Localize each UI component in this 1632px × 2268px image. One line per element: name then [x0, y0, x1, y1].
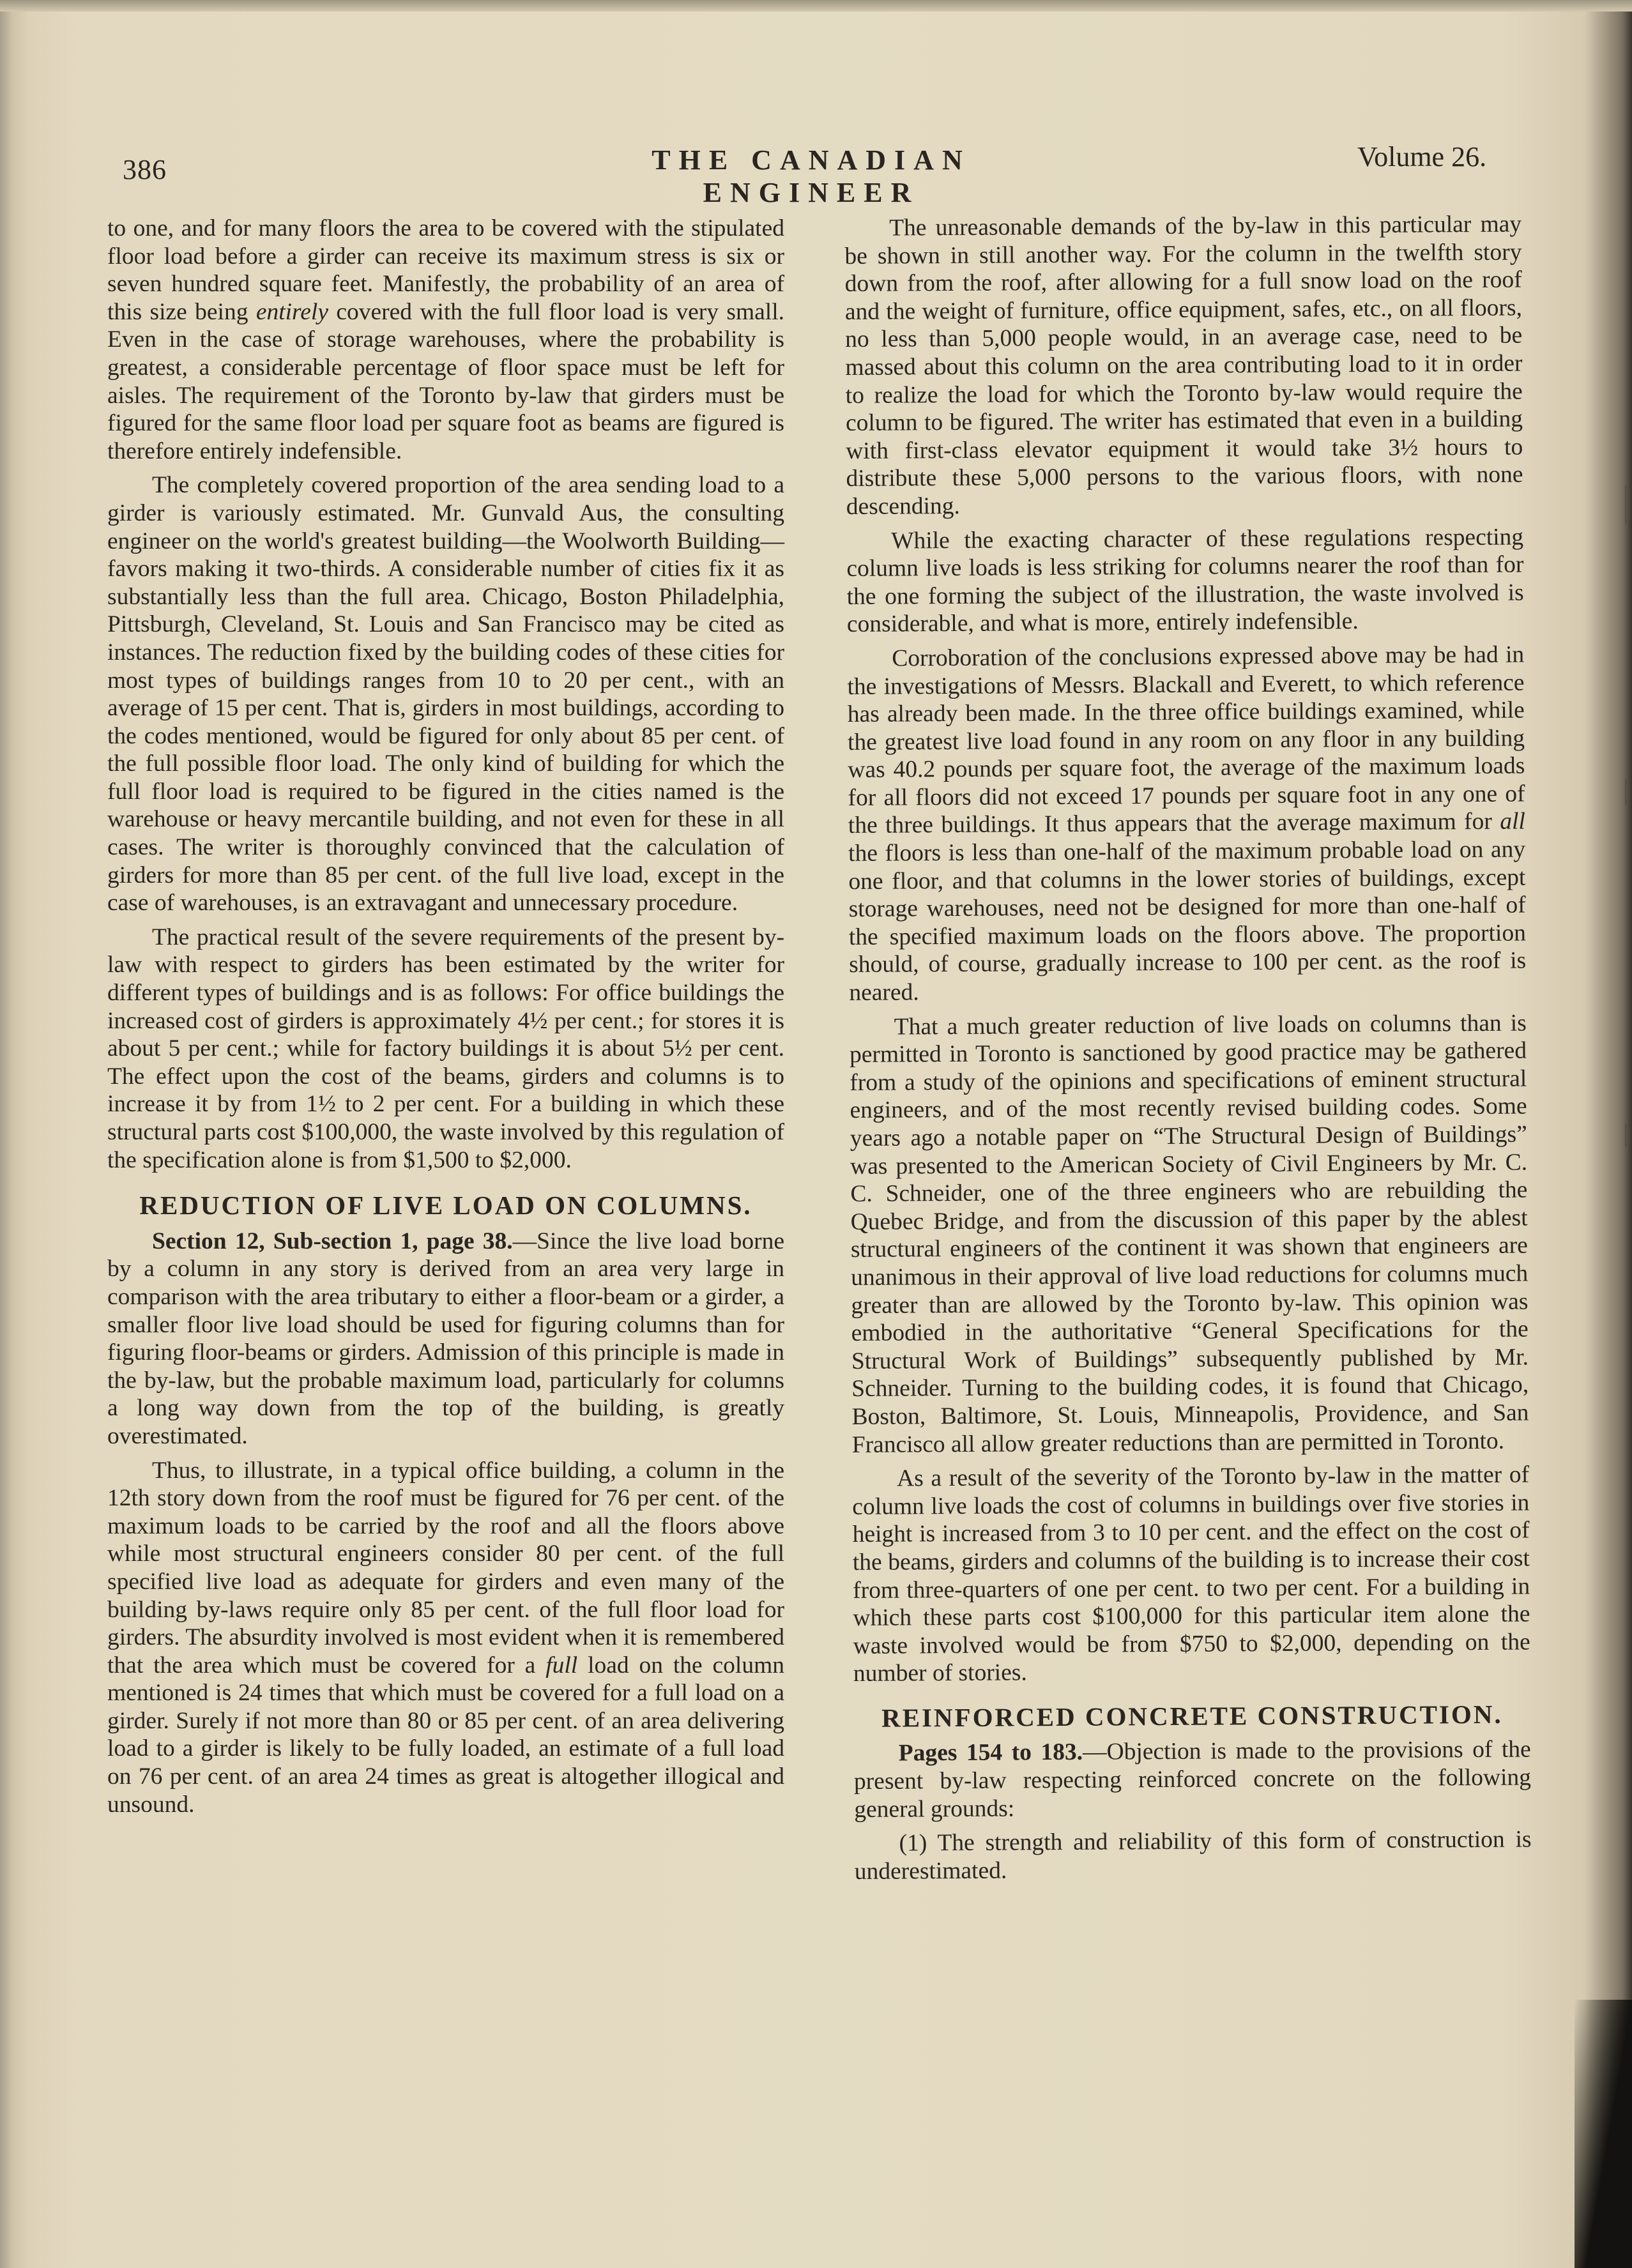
- paragraph-text: covered with the full floor load is very small. Even in the case of storage warehouses, where the probability is greatest, a considerable percentage of floor space must be left for aisles. The requirement of the Toronto by-law that girders must be figured for the same floor load per square foot as beams are figured is therefore entirely indefensible.: [107, 298, 785, 464]
- paragraph: [107, 1457, 784, 1819]
- paragraph-text: to one, and for many floors the area to be covered with the stipulated floor load before a girder can receive its maximum stress is six or seven hundred square feet. Manifestly, the probability of an area of this size being: [107, 215, 784, 325]
- right-column: [844, 211, 1532, 1892]
- page-curl-shadow: [1575, 2000, 1632, 2268]
- paragraph-text: Corroboration of the conclusions expressed above may be had in the investigations of Messrs. Blackall and Everett, to which reference has already been made. In the three office buildings examined, while the greatest live load found in any room on any floor in any building was 40.2 pounds per square foot, the average of the maximum loads for all floors did not exceed 17 pounds per square foot in any one of the three buildings. It thus appears that the average maximum for: [847, 641, 1525, 839]
- paragraph-text: —Objection is made to the provisions of the present by-law respecting reinforced concrete on the following general grounds:: [853, 1736, 1532, 1823]
- paragraph: The practical result of the severe requirements of the present by-law with respect to girders has been estimated by the writer for different types of buildings and is as follows: For office buildings the increased cost of girders is approximately 4½ per cent.; for stores it is about 5 per cent.; while for factory buildings it is about 5½ per cent. The effect upon the cost of the beams, girders and columns is to increase it by from 1½ to 2 per cent. For a building in which these structural parts cost $100,000, the waste involved by this regulation of the specification alone is from $1,500 to $2,000.: [107, 924, 784, 1173]
- page-number: 386: [123, 154, 167, 185]
- left-column: [107, 215, 784, 1825]
- paragraph: The completely covered proportion of the area sending load to a girder is variously estimated. Mr. Gunvald Aus, the consulting engineer on the world's greatest building—the Woolworth Building—favors making it two-thirds. A considerable number of cities fix it as substantially less than the full area. Chicago, Boston Philadelphia, Pittsburgh, Cleveland, St. Louis and San Francisco may be cited as instances. The reduction fixed by the building codes of these cities for most types of buildings ranges from 10 to 20 per cent., with an average of 15 per cent. That is, girders in most buildings, according to the codes mentioned, would be figured for only about 85 per cent. of the full possible floor load. The only kind of building for which the full floor load is required to be figured in the cities named is the warehouse or heavy mercantile building, and not even for these in all cases. The writer is thoroughly convinced that the calculation of girders for more than 85 per cent. of the full live load, except in the case of warehouses, is an extravagant and unnecessary procedure.: [107, 472, 784, 917]
- paragraph: [107, 1228, 784, 1450]
- volume-label: Volume 26.: [1357, 141, 1487, 172]
- section-reference: Pages 154 to 183.: [898, 1739, 1083, 1767]
- paragraph: That a much greater reduction of live loads on columns than is permitted in Toronto is sanctioned by good practice may be gathered from a study of the opinions and specifications of eminent structural engineers, and of the most recently revised building codes. Some years ago a notable paper on “The Structural Design of Buildings” was presented to the American Society of Civil Engineers by Mr. C. C. Schneider, one of the three engineers who are rebuilding the Quebec Bridge, and from the discussion of this paper by the ablest structural engineers of the continent it was shown that engineers are unanimous in their approval of live load reductions for columns much greater than are allowed by the Toronto by-law. This opinion was embodied in the authoritative “General Specifications for the Structural Work of Buildings” subsequently published by Mr. Schneider. Turning to the building codes, it is found that Chicago, Boston, Baltimore, St. Louis, Minneapolis, Providence, and San Francisco all allow greater reductions than are permitted in Toronto.: [849, 1010, 1529, 1458]
- paragraph: (1) The strength and reliability of this form of construction is underestimated.: [854, 1826, 1532, 1885]
- paragraph: The unreasonable demands of the by-law in this particular may be shown in still another way. For the column in the twelfth story down from the roof, after allowing for a full snow load on the roof and the weight of furniture, office equipment, safes, etc., on all floors, no less than 5,000 people would, in an average case, need to be massed about this column on the area contributing load to it in order to realize the load for which the Toronto by-law would require the column to be figured. The writer has estimated that even in a building with first-class elevator equipment it would take 3½ hours to distribute these 5,000 persons to the various floors, with none descending.: [844, 211, 1523, 520]
- paragraph: [107, 215, 784, 465]
- paragraph: [854, 1736, 1532, 1823]
- emphasis-text: entirely: [255, 298, 328, 325]
- paragraph-text: Thus, to illustrate, in a typical office building, a column in the 12th story down from the roof must be figured for 76 per cent. of the maximum loads to be carried by the roof and all the floors above while most structural engineers consider 80 per cent. of the full specified live load as adequate for girders and even many of the building by-laws require only 85 per cent. of the full floor load for girders. The absurdity involved is most evident when it is remembered that the area which must be covered for a: [107, 1457, 784, 1678]
- journal-title: THE CANADIAN ENGINEER: [652, 144, 971, 208]
- paragraph: As a result of the severity of the Toronto by-law in the matter of column live loads the cost of columns in buildings over five stories in height is increased from 3 to 10 per cent. and the effect on the cost of the beams, girders and columns of the building is to increase their cost from three-quarters of one per cent. to two per cent. For a building in which these parts cost $100,000 for this particular item alone the waste involved would be from $750 to $2,000, depending on the number of stories.: [852, 1461, 1530, 1687]
- margin-mark: [1625, 485, 1628, 524]
- emphasis-text: all: [1500, 808, 1525, 835]
- margin-mark: [1625, 779, 1628, 805]
- paragraph: While the exacting character of these regulations respecting column live loads is less striking for columns nearer the roof than for the one forming the subject of the illustration, the waste involved is considerable, and what is more, entirely indefensible.: [846, 524, 1524, 638]
- paragraph-text: load on the column mentioned is 24 times that which must be covered for a full load on a girder. Surely if not more than 80 or 85 per cent. of an area delivering load to a girder is likely to be fully loaded, an estimate of a full load on 76 per cent. of an area 24 times as great is altogether illogical and unsound.: [107, 1652, 785, 1818]
- paragraph-text: —Since the live load borne by a column in any story is derived from an area very large in comparison with the area tributary to either a floor-beam or a girder, a smaller floor live load should be used for figuring columns than for figuring floor-beams or girders. Admission of this principle is made in the by-law, but the probable maximum load, particularly for columns a long way down from the top of the building, is greatly overestimated.: [107, 1228, 784, 1449]
- section-reference: Section 12, Sub-section 1, page 38.: [152, 1228, 513, 1254]
- emphasis-text: full: [545, 1652, 578, 1678]
- section-heading: REINFORCED CONCRETE CONSTRUCTION.: [881, 1699, 1503, 1733]
- section-heading: REDUCTION OF LIVE LOAD ON COLUMNS.: [139, 1191, 752, 1221]
- margin-mark: [1625, 1124, 1628, 1147]
- paragraph-text: the floors is less than one-half of the maximum probable load on any one floor, and that columns in the lower stories of buildings, except storage warehouses, need not be designed for more than one-half of the specified maximum loads on the floors above. The proportion should, of course, gradually increase to 100 per cent. as the roof is neared.: [848, 836, 1527, 1007]
- paragraph: [847, 641, 1526, 1007]
